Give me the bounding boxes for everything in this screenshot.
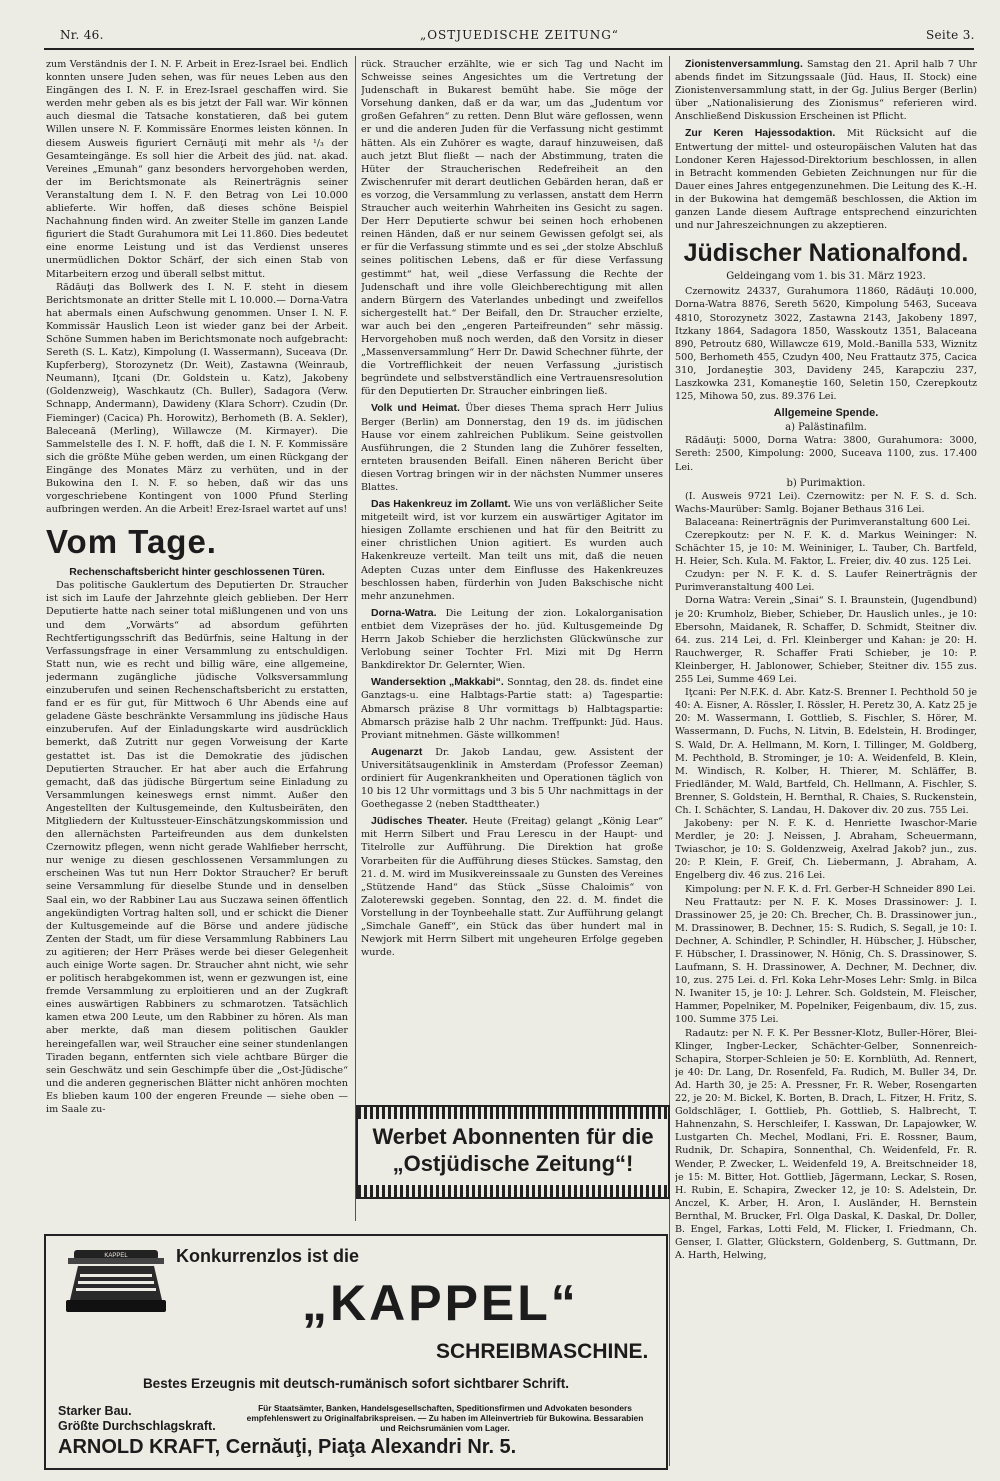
donation-list: Radautz: per N. F. K. Per Bessner-Klotz, Buller-Hörer, Blei-Klinger, Ingber-Lecker, Schächter-Gelber, Sonnenreich-Schapira, Storper-Schleien je 50: E. Kornblüth, Ad. Rennert, je 40: Dr. Lang, Dr. Rosenfeld, Fa. Rudich, M. Buller 34, Dr. Ad. Harth 30, je 25: A. Pressner, Fr. R. Weber, Rosengarten 22, je 20: M. Bickel, K. Borten, B. Drach, L. Fitzer, H. Fritz, S. Goldschläger, I. Gottlieb, Ph. Gottlieb, S. Halbrecht, T. Hahnenzahn, S. Herschleifer, I. Kasswan, Dr. Lapajowker, W. Lustgarten Ch. Mechel, Modlani, Fri. E. Rossner, Baum, Rudnik, Dr. Schapira, Sonnenthal, Ch. Weidenfeld, Fr. R. Wender, P. Zwecker, L. Weidenfeld 19, A. Breitschneider 18, je 15: M. Bitter, Hot. Gottlieb, Jägermann, Leckar, S. Rosen, H. Rubin, E. Schapira, Zwecker 12, je 10: S. Adelstein, Dr. Anczel, K. Arber, H. Aron, I. Ausländer, H. Bernstein Bernthal, M. Brucker, Frl. Olga Daskal, K. Daskal, Dr. Doller, B. Engel, Farkas, Lotti Feld, M. Flicker, I. Friedmann, Ch. Genser, I. Glatter, Glückstern, Goldenberg, S. Guttmann, Dr. A. Harth, Helwing, [675,1027,977,1262]
donation-list: Czudyn: per N. F. K. d. S. Laufer Reinerträgnis der Purimveranstaltung 400 Lei. [675,569,977,594]
article-headline: Wandersektion „Makkabi“. [371,676,504,689]
article-paragraph: Rădăuţi das Bollwerk des I. N. F. steht in diesem Berichtsmonate an dritter Stelle mit L 10.000.— Dorna-Vatra hat abermals einen Aufschwung genommen. Unser I. N. F. Kommissär Hauslich Leon ist wieder ganz bei der Arbeit. Schöne Summen haben im Berichtsmonate noch aufgebracht: Sereth (S. L. Katz), Kimpolung (I. Wassermann), Suceava (Dr. Kupferberg), Storozynetz (Dr. Weit), Zastawna (Weinraub, Neumann), Iţcani (Dr. Goldstein u. Katz), Jakobeny (Goldenzweig), Waschkautz (Ch. Buller), Sadagora (Verw. Schnapp, Andermann), Dawideny (Klara Schorr). Czudin (Dr. Fieminger) (Cacica) Ph. Horowitz), Berhometh (B. A. Sekler), Baleceană (Merling), Willawcze (M. Kirmayer). Die Sammelstelle des I. N. F. hofft, daß die I. N. F. Kommissäre sich die größte Mühe geben werden, um einen Rückgang der Eingänge des Monates März zu verhüten, und in der Bukowina den I. N. F. so heben, daß wir das uns vorgeschriebene Kontingent von 1000 Pfund Sterling aufbringen werden. An die Arbeit! Erez-Israel wartet auf uns! [46,281,348,516]
article-paragraph: Das politische Gauklertum des Deputierten Dr. Straucher ist sich im Laufe der Jahrzehnte gleich geblieben. Der Herr Deputierte hatte nach seiner total mißlungenen und von uns und dem „Vorwärts“ ad absordum geführten Rechtfertigungsschrift das Bedürfnis, seine Haltung in der Verfassungsfrage in einer Versammlung zu entschuldigen. Statt nun, wie es recht und billig wäre, eine allgemeine, jedermann zugängliche jüdische Volksversammlung einzuberufen und seinen Rechenschaftsbericht zu erstatten, fand er es für gut, für Mittwoch 6 Uhr Abends eine auf geladene Gäste beschränkte Versammlung ins jüdische Haus einzuberufen. Auf der Einladungskarte wird ausdrücklich bemerkt, daß Zutritt nur gegen Vorweisung der Karte gestattet ist. Das ist die Demokratie des jüdischen Deputierten Straucher. Er hat aber auch die Erfahrung gemacht, daß das jüdische Bürgertum seine Einladung zu Versammlungen keineswegs ernst nimmt. Außer den Angestellten der Kultusgemeinde, den Kultusbeiräten, den Mitgliedern der Kultussteuer-Einschätzungskommission und den allernächsten Parteifreunden aus dem dunkelsten Czernowitz pflegen, wenn nicht gerade Wahlfieber herrscht, nur wenige zu diesen geschlossenen Versammlungen zu erscheinen Was tut nun Herr Doktor Straucher? Er beruft seine Versammlung für dieselbe Stunde und in denselben Saal ein, wo der Rabbiner Lau aus Suczawa seinen öffentlich angekündigten Vortrag halten soll, und er schickt die Diener der Kultusgemeinde auf die Börse und andere jüdische Zenten der Stadt, um für diese Versammlung Rabbiners Lau zu agitieren; der Herr Präses werde bei dieser Gelegenheit auch einige Worte sagen. Dr. Straucher ahnt nicht, wie sehr er politisch herabgekommen ist, wenn er gezwungen ist, eine fremde Versammlung zu erploitieren und an der Zugkraft eines auswärtigen Rabbiners zu schmarotzen. Tatsächlich kamen etwa 200 Leute, um den Rabbiner zu hören. Als man aber merkte, daß man diesem politischen Gaukler hereingefallen war, weil Straucher eine seiner stundenlangen Tiraden begann, entfernten sich viele achtbare Bürger die sein Geschwätz und sein Geschimpfe über die „Ost-Jüdische“ und die anderen gegnerischen Blätter nicht anhören mochten Es blieben kaum 100 der engeren Freunde — siehe oben — im Saale zu- [46,580,348,1116]
ad-border-pattern [358,1107,668,1119]
column-1 [46,58,348,1226]
ad-features [58,1404,216,1434]
ad-feature-strong: Starker Bau. [58,1404,132,1418]
article-paragraph: zum Verständnis der I. N. F. Arbeit in Erez-Israel bei. Endlich konnten unsere Juden sehen, was für neues Leben aus den Eingängen des I. N. F. in Erez-Israel geschaffen wird. Sie werden mehr geben als es bis jetzt der Fall war. Wir können auch diesmal die Tatsache konstatieren, daß bei gutem Willen unsere N. F. Kommissäre Enormes leisten können. In diesem Ausweis figuriert Cernăuţi mit mehr als ¹/₃ der Gesamteingänge. Es soll hier die Arbeit des jüd. nat. akad. Vereines „Emunah“ ganz besonders hervorgehoben werden, der im Berichtsmonate als Reinerträgnis seiner Veranstaltung dem I. N. F. den Betrag von Lei 10.000 ablieferte. Wir hoffen, daß dieses schöne Beispiel Nachahnung finden wird. An zweiter Stelle im ganzen Lande figuriert die Stadt Gurahumora mit Lei 11.860. Dies bedeutet eine enorme Leistung und ist das Verdienst unseres unermüdlichen Doktor Schärf, der sich einen Stab von Mitarbeitern erzog und überall selbst mittut. [46,59,348,280]
subscription-line-2: „Ostjüdische Zeitung“! [392,1151,634,1176]
article-headline: Das Hakenkreuz im Zollamt. [371,498,511,511]
donation-list: Jakobeny: per N. F. K. d. Henriette Iwaschor-Marie Merdler, je 20: J. Neissen, J. Abraham, Scheuermann, Twiaschor, je 10: S. Goldenzweig, Axelrad Jakob? jun., zus. 20: P. Klein, F. Greif, Ch. Liebermann, J. Abraham, A. Engelberg div. 46 zus. 216 Lei. [675,818,977,882]
column-3 [675,58,977,1468]
column-divider [669,56,670,1466]
ad-tagline: Bestes Erzeugnis mit deutsch-rumänisch sofort sichtbarer Schrift. [142,1376,570,1391]
article-headline: Augenarzt [371,745,423,758]
header-rule [44,48,974,50]
kappel-advertisement [44,1234,668,1470]
ad-headline: Konkurrenzlos ist die [176,1246,360,1266]
donation-list: Rădăuţi: 5000, Dorna Watra: 3800, Gurahumora: 3000, Sereth: 2500, Kimpolung: 2000, Suceava 1100, zus. 17.400 Lei. [675,435,977,473]
typewriter-icon [64,1244,168,1318]
donation-subheading: b) Purimaktion. [786,477,866,489]
fund-list: Czernowitz 24337, Gurahumora 11860, Rădăuţi 10.000, Dorna-Watra 8876, Sereth 5620, Kimpolung 5463, Suceava 4810, Storozynetz 3022, Zastawna 2143, Jakobeny 1897, Itzkany 1864, Sadagora 1850, Wasskoutz 1351, Balaceana 890, Petroutz 680, Willawcze 619, Mold.-Banilla 533, Wiznitz 500, Berhometh 455, Czudyn 400, Neu Frattautz 375, Cacica 310, Jordaneştie 303, Davideny 245, Karapcziu 237, Laszkowka 231, Komaneştie 160, Seletin 150, Czerepkoutz 125, Mihowa 50, zus. 89.376 Lei. [675,286,977,403]
newspaper-title: „OSTJUEDISCHE ZEITUNG“ [420,28,619,42]
article-text: Wie uns von verläßlicher Seite mitgeteilt wird, ist vor kurzem ein auswärtiger Agitator im hiesigen Zollamte erschienen und hat für den Beitritt zu einer christlichen Union agitiert. Es wurden auch Hakenkreuze verteilt. Man teilt uns mit, daß die neuen Adepten Cuzas unter dem Einflusse des Hakenkreuzes beschlossen haben, fürderhin von Juden Bakschische nicht mehr anzunehmen. [361,499,663,602]
article-headline: Zionistenversammlung. [685,58,803,70]
donation-list: (I. Ausweis 9721 Lei). Czernowitz: per N. F. S. d. Sch. Wachs-Maurüber: Samlg. Bojaner Bethaus 316 Lei. [675,490,977,515]
ad-border-pattern [358,1185,668,1197]
donation-list: Balaceana: Reinerträgnis der Purimveranstaltung 600 Lei. [685,516,971,528]
ad-brand: „KAPPEL“ [302,1275,579,1331]
ad-product: SCHREIBMASCHINE. [436,1340,649,1363]
article-headline: Volk und Heimat. [371,402,460,415]
column-divider [355,56,356,1221]
section-title: Vom Tage. [46,523,217,561]
donation-list: Neu Frattautz: per N. F. K. Moses Drassinower: J. I. Drassinower 25, je 20: Ch. Brecher, Ch. B. Drassinower jun., M. Drassinower, B. Dechner, 15: S. Rudich, S. Segall, je 10: I. Dechner, A. Schindler, P. Schindler, H. Hübscher, J. Hübscher, F. Hübscher, I. Drassinower, N. Hönig, Ch. S. Drassinower, S. Laufmann, S. H. Drassinower, A. Dechner, M. Dechner, div. 10, zus. 275 Lei. d. Frl. Koka Lehr-Moses Lehr: Smlg. in Bilca N. Iwaniter 15, je 10: J. Lehrer. Sch. Goldstein, M. Fleischer, Hammer, Popelniker, M. Popelniker, Feigenbaum, div. 15, zus. 100. Summe 375 Lei. [675,896,977,1026]
article-text: Die Leitung der zion. Lokalorganisation entbiet dem Vizepräses der ho. jüd. Kultusgemeinde Dg Herrn Jakob Schieber die herzlichsten Glückwünsche zur Verlobung seiner Tochter Frl. Mizi mit Dg Herrn Bankdirektor Dr. Gelernter, Wien. [361,607,663,672]
fund-title: Jüdischer Nationalfond. [683,239,969,268]
article-text: Samstag den 21. April halb 7 Uhr abends findet im Sitzungssaale (Jüd. Haus, II. Stock) eine Zionistenversammlung statt, in der Gg. Julius Berger (Berlin) über „Nationalisierung des Zionismus“ referieren wird. Anschließend Diskussion Erscheinen ist Pflicht. [675,59,977,123]
fund-period: Geldeingang vom 1. bis 31. März 1923. [726,271,926,283]
article-headline: Zur Keren Hajessodaktion. [685,127,836,140]
issue-number: Nr. 46. [60,28,104,42]
article-text: Heute (Freitag) gelangt „König Lear“ mit Herrn Silbert und Frau Lerescu in der Haupt- und Titelrolle zur Aufführung. Die Direktion hat große Vorarbeiten für die Aufführung dieses Stückes. Samstag, den 21. d. M. wird im Musikvereinssaale zu Gunsten des Vereines „Stützende Hand“ das Stück „Süsse Chaloimis“ von Zaloterewski gegeben. Sonntag, den 22. d. M. findet die Vorstellung in der Toynbeehalle statt. Zur Aufführung gelangt „Simchale Ganeff“, ein Stück das über hundert mal in Newjork mit Herrn Silbert mit ungeheuren Erfolge gegeben wurde. [361,816,663,959]
subscription-ad [356,1105,670,1199]
article-text: Dr. Jakob Landau, gew. Assistent der Universitätsaugenklinik in Amsterdam (Professor Zeeman) ordiniert für Augenkrankheiten und Operationen täglich von 10 bis 12 Uhr vormittags und 3 bis 5 Uhr nachmittags in der Goethegasse 2 (neben Stadttheater.) [361,746,663,811]
ad-address: ARNOLD KRAFT, Cernăuţi, Piaţa Alexandri Nr. 5. [58,1436,517,1458]
ad-feature-copies: Größte Durchschlagskraft. [58,1419,216,1433]
article-text: Über dieses Thema sprach Herr Julius Berger (Berlin) am Donnerstag, den 19 ds. im jüdischen Hause vor einem zahlreichen Publikum. Seine geistvollen Ausführungen, die 2 Stunden lang die Zuhörer fesselten, ernteten brausenden Beifall. Einen näheren Bericht über diesen Vortrag bringen wir in der nächsten Nummer unseres Blattes. [361,403,663,493]
donation-list: Kimpolung: per N. F. K. d. Frl. Gerber-H Schneider 890 Lei. [685,883,976,895]
donation-list: Dorna Watra: Verein „Sinai“ S. I. Braunstein, (Jugendbund) je 20: Krumholz, Bieber, Schieber, Dr. Hauslich unles., je 10: Ebersohn, Maidanek, R. Schaffer, D. Schmidt, Steitner div. 64. zus. 214 Lei, d. Frl. Kleinberger und Kahan: je 20: H. Rauchwerger, R. Schaffer Frati Schieber, je 10: P. Kleinberger, H. Jablonower, Schieber, Steitner div. 155 zus. 255 Lei, Summe 469 Lei. [675,595,977,686]
page-number: Seite 3. [926,28,975,42]
donation-list: Czerepkoutz: per N. F. K. d. Markus Weininger: N. Schächter 15, je 10: M. Weininiger, L. Tauber, Ch. Bartfeld, H. Heier, Sch. Kula. M. Faktor, L. Freier, div. 40 zus. 125 Lei. [675,530,977,568]
donation-heading: Allgemeine Spende. [773,407,879,420]
article-text: Sonntag, den 28. ds. findet eine Ganztags-u. eine Halbtags-Partie statt: a) Tagespartie: Abmarsch präzise 8 Uhr vormittags b) Halbtagspartie: Abmarsch präzise halb 2 Uhr nachm. Treffpunkt: Jüd. Haus. Proviant mitnehmen. Gäste willkommen! [361,677,663,741]
donation-list: Iţcani: Per N.F.K. d. Abr. Katz-S. Brenner I. Pechthold 50 je 40: A. Eisner, A. Rössler, I. Rössler, H. Peretz 30, A. Katz 25 je 20: M. Wassermann, I. Gottlieb, S. Fischler, S. Hörer, M. Wassermann, D. Fuchs, N. Litvin, B. Edelstein, H. Brodinger, S. Wald, Dr. A. Hellmann, M. Korn, I. Tillinger, M. Goldberg, M. Pechthold, B. Strominger, je 10: A. Weidenfeld, B. Klein, M. Windisch, R. Kolber, H. Thierer, M. Schläffer, B. Friedländer, M. Wald, Bartfeld, Ch. Hellmann, A. Fischler, S. Brenner, S. Goldstein, H. Bernthal, R. Chaies, S. Ruckenstein, Ch. I. Schächter, S. Landau, H. Dakover div. 20 zus. 755 Lei. [675,687,977,816]
donation-subheading: a) Palästinafilm. [785,422,867,434]
subscription-line-1: Werbet Abonnenten für die [372,1124,654,1149]
subscription-ad-text [364,1123,662,1177]
article-headline: Jüdisches Theater. [371,815,468,828]
article-headline: Dorna-Watra. [371,606,437,619]
article-text: Mit Rücksicht auf die Entwertung der mittel- und osteuropäischen Valuten hat das Londoner Keren Hajessod-Direktorium beschlossen, in allen in Betracht kommenden Gebieten Zeichnungen nur für die Dauer eines Jahres entgegenzunehmen. Die Leitung des K.-H. in der Bukowina hat demgemäß beschlossen, die Aktion im ganzen Lande diesem Auftrage entsprechend einzurichten und nur Jahreszeichnungen zu akzeptieren. [675,128,977,232]
article-headline: Rechenschaftsbericht hinter geschlossenen Türen. [69,566,325,579]
column-2 [361,58,663,1098]
ad-recommendation: Für Staatsämter, Banken, Handelsgesellschaften, Speditionsfirmen und Advokaten besonders empfehlenswert zu Originalfabrikspreisen. — Zu haben im Alleinvertrieb für Bukowina. Bessarabien und Reichsrumänien vom Lager. [246,1403,644,1433]
article-paragraph: rück. Straucher erzählte, wie er sich Tag und Nacht im Schweisse seines Angesichtes um die Vertretung der Judenschaft in Bukarest bemüht habe. Sie möge der Vorsehung danken, daß er da war, um das „Judentum vor großen Gefahren“ zu retten. Denn Blut wäre geflossen, wenn er und die anderen Juden für die Verfassung nicht gestimmt hätten. Als ein Zuhörer es wagte, darauf hinzuweisen, daß auch jetzt Blut fließt — nach der Abstimmung, traten die Hüter der Straucherischen Redefreiheit an den Zwischenrufer mit derart deutlichen Gebärden heran, daß er es vorzog, die Versammlung zu verlassen, anstatt dem Herrn Straucher auch weiterhin Wahrheiten ins Gesicht zu sagen. Der Herr Deputierte schwur bei seinen hoch erhobenen reinen Händen, daß er nur seinem Gewissen gefolgt sei, als er für die Verfassung stimmte und es sei „der stolze Abschluß seines politischen Lebens, daß er für diese Verfassung gestimmt“ hat, weil „diese Verfassung die Rechte der Judenschaft und ihre volle Gleichberechtigung mit allen andern Bürgern des Vaterlandes unbedingt und zweifellos sichergestellt hat.“ Der Beifall, den Dr. Straucher erzielte, war auch bei den „engeren Parteifreunden“ sehr mässig. Hervorgehoben muß noch werden, daß den Vorsitz in dieser „Massenversammlung“ Herr Dr. Dawid Schechner führte, der die Vortrefflichkeit der neuen Verfassung „juristisch begründete und selbstverständlich eine Vertrauensresolution für den Deputierten Dr. Straucher einbringen ließ. [361,59,663,398]
svg-text:KAPPEL: KAPPEL [104,1253,128,1259]
